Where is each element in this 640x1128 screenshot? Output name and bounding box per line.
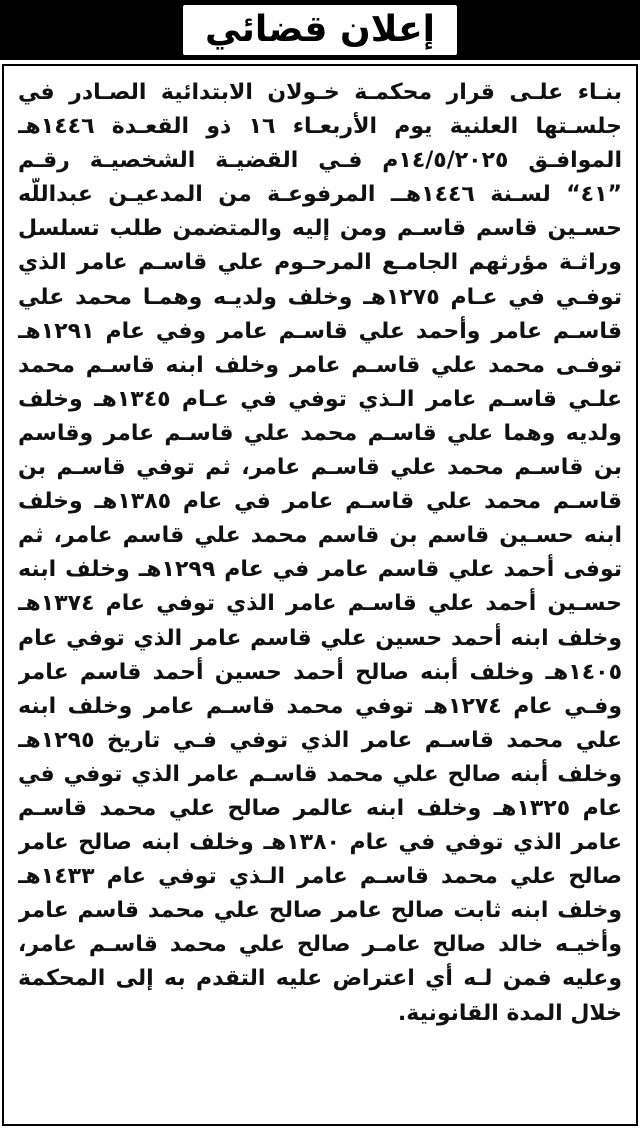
notice-line: حسـين قاسم قاسـم ومن إليه والمتضمن طلب تسلسل: [18, 216, 622, 242]
notice-line: بن قاسـم محمد علي قاسـم عامر، ثم توفي قاسـم بن: [18, 455, 622, 481]
notice-line: وفـي عام ١٢٧٤هـ توفي محمد قاسـم عامر وخلف ابنه: [18, 693, 622, 719]
notice-line: وأخيـه خالد صالح عامـر صالح علي محمد قاسـم عامر،: [18, 932, 622, 958]
notice-line: ”٤١“ لسـنة ١٤٤٦هــ المرفوعـة من المدعيـن عبداللّه: [18, 182, 622, 208]
notice-line: قاسـم محمد علي قاسـم عامر في عام ١٣٨٥هـ وخلف: [18, 489, 622, 515]
notice-line: قاسـم عامر وأحمد علي قاسـم عامر وفي عام ١٢٩١هـ: [18, 318, 622, 344]
notice-body: [18, 76, 622, 1031]
notice-line: ١٤٠٥هـ وخلف أبنه صالح أحمد حسين أحمد قاسم عامر: [18, 659, 622, 685]
notice-line: بنـاء علـى قرار محكمـة خـولان الابتدائية الصـادر في: [18, 80, 622, 105]
notice-line: خلال المدة القانونية.: [397, 1000, 622, 1026]
notice-line: وخلف ابنه ثابت صالح عامر صالح علي محمد قاسم عامر: [18, 898, 622, 924]
notice-line: الموافـق ١٤/٥/٢٠٢٥م فـي القضيـة الشخصيـة رقـم: [18, 148, 622, 174]
notice-line: وراثـة مؤرثهم الجامـع المرحـوم علي قاسـم عامر الذي: [18, 250, 622, 276]
notice-title: إعلان قضائي: [204, 9, 436, 50]
notice-line: توفى أحمد علي قاسم عامر في عام ١٢٩٩هـ وخلف ابنه: [18, 557, 622, 583]
notice-line: عام ١٣٢٥هـ وخلف ابنه عالمر صالح علي محمد قاسـم: [18, 795, 622, 821]
notice-line: حسـين أحمد علي قاسـم عامر الذي توفي عام ١٣٧٤هـ: [18, 591, 622, 617]
notice-line: عامر الذي توفي في عام ١٣٨٠هـ وخلف ابنه صالح عامر: [18, 830, 622, 856]
notice-line: جلسـتها العلنية يوم الأربعـاء ١٦ ذو القعـدة ١٤٤٦هـ: [18, 114, 622, 140]
notice-line: علـي قاسـم عامر الـذي توفي في عـام ١٣٤٥هـ وخلف: [18, 386, 622, 412]
notice-line: وعليه فمن لـه أي اعتراض عليه التقدم به إلى المحكمة: [18, 966, 622, 992]
notice-line: وخلف ابنه أحمد حسين علي قاسم عامر الذي توفي عام: [18, 625, 622, 651]
notice-line: علي محمد قاسـم عامر الذي توفي فـي تاريخ ١٢٩٥هـ: [18, 727, 622, 753]
notice-line: ابنه حسـين قاسم بن قاسم محمد علي قاسم عامر، ثم: [18, 523, 622, 549]
notice-line: ولديه وهما علي قاسـم محمد علي قاسـم عامر وقاسم: [18, 420, 622, 446]
title-box: [183, 5, 457, 55]
notice-line: توفـي في عـام ١٢٧٥هـ وخلف ولديـه وهمـا محمد علي: [18, 284, 622, 310]
notice-header: [0, 0, 640, 60]
notice-line: توفـى محمد علي قاسـم عامر وخلف ابنه قاسـم محمد: [18, 352, 622, 378]
notice-line: صالح علي محمد قاسـم عامر الـذي توفي عام ١٤٣٣هـ: [18, 864, 622, 890]
notice-line: وخلف أبنه صالح علي محمد قاسـم عامر الذي توفي في: [18, 761, 622, 787]
